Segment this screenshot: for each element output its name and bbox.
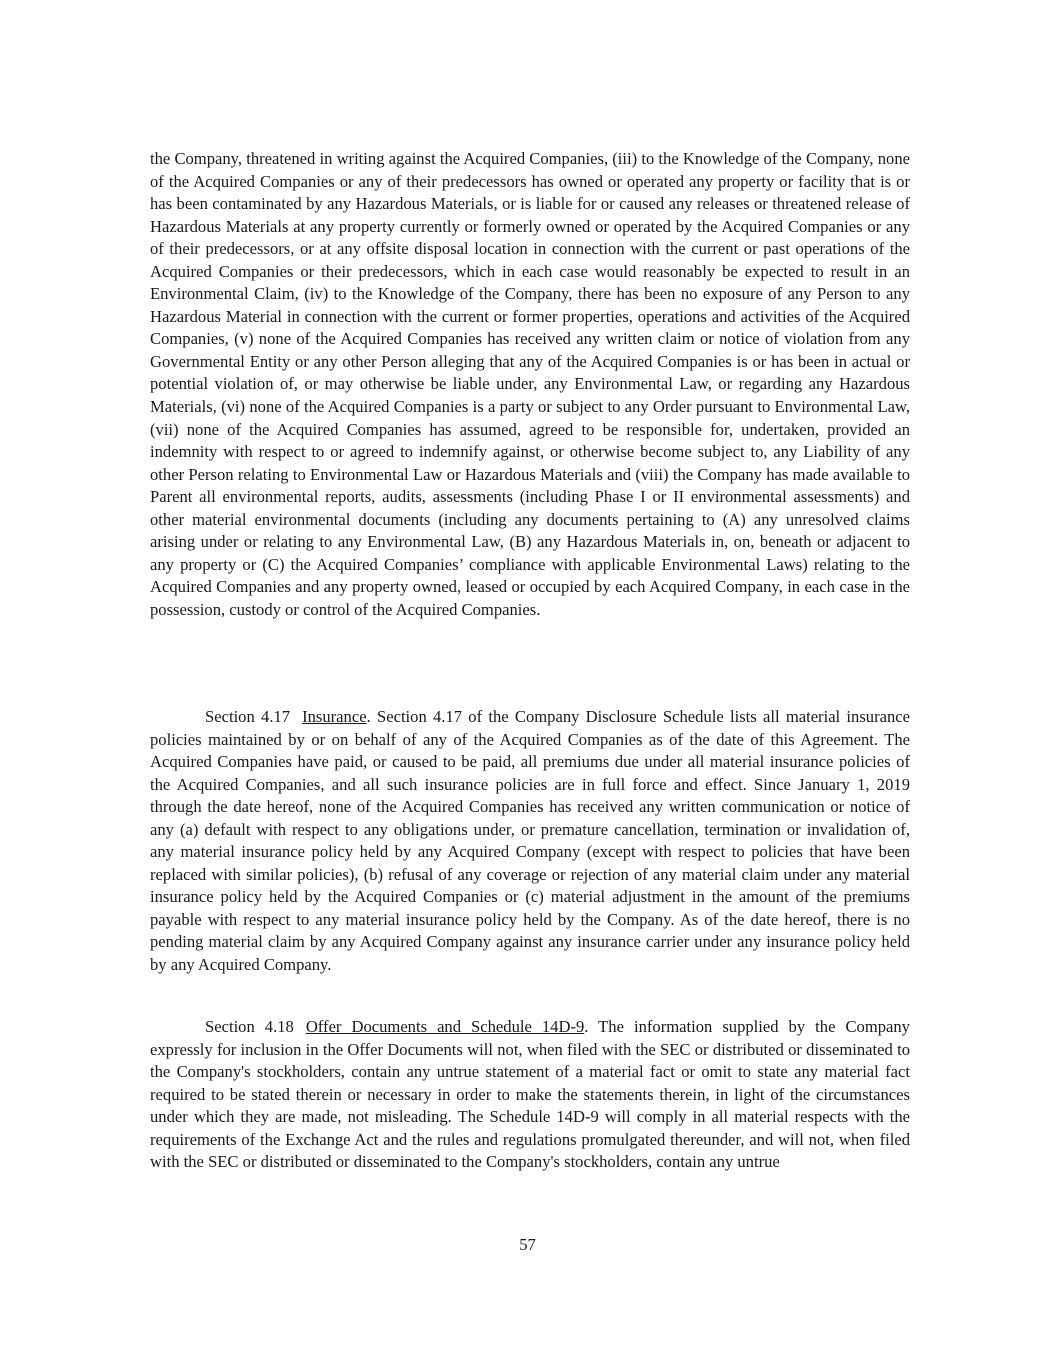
section-4-17-block (150, 706, 910, 977)
section-heading: Offer Documents and Schedule 14D-9 (305, 1017, 585, 1036)
section-body: . Section 4.17 of the Company Disclosure Schedule lists all material insurance policies maintained by or on behalf of any of the Acquired Companies as of the date of this Agreement. The Acquired Companies have paid, or caused to be paid, all premiums due under all material insurance policies of the Acquired Companies, and all such insurance policies are in full force and effect. Since January 1, 2019 through the date hereof, none of the Acquired Companies has received any written communication or notice of any (a) default with respect to any obligations under, or premature cancellation, termination or invalidation of, any material insurance policy held by any Acquired Company (except with respect to policies that have been replaced with similar policies), (b) refusal of any coverage or rejection of any material claim under any material insurance policy held by the Acquired Companies or (c) material adjustment in the amount of the premiums payable with respect to any material insurance policy held by the Company. As of the date hereof, there is no pending material claim by any Acquired Company against any insurance carrier under any insurance policy held by any Acquired Company. (150, 707, 911, 975)
continuation-paragraph-block (150, 148, 910, 621)
page-number: 57 (519, 1235, 536, 1254)
section-body: . The information supplied by the Company expressly for inclusion in the Offer Documents will not, when filed with the SEC or distributed or disseminated to the Company's stockholders, contain any untrue statement of a material fact or omit to state any material fact required to be stated therein or necessary in order to make the statements therein, in light of the circumstances under which they are made, not misleading. The Schedule 14D-9 will comply in all material respects with the requirements of the Exchange Act and the rules and regulations promulgated thereunder, and will not, when filed with the SEC or distributed or disseminated to the Company's stockholders, contain any untrue (150, 1017, 910, 1172)
section-number: Section 4.18 (205, 1017, 294, 1036)
section-number: Section 4.17 (205, 707, 291, 726)
section-heading: Insurance (302, 707, 367, 726)
continuation-paragraph: the Company, threatened in writing against the Acquired Companies, (iii) to the Knowledge of the Company, none of the Acquired Companies or any of their predecessors has owned or operated any property or facility that is or has been contaminated by any Hazardous Materials, or is liable for or caused any releases or threatened release of Hazardous Materials at any property currently or formerly owned or operated by the Acquired Companies or any of their predecessors, or at any offsite disposal location in connection with the current or past operations of the Acquired Companies or their predecessors, which in each case would reasonably be expected to result in an Environmental Claim, (iv) to the Knowledge of the Company, there has been no exposure of any Person to any Hazardous Material in connection with the current or former properties, operations and activities of the Acquired Companies, (v) none of the Acquired Companies has received any written claim or notice of violation from any Governmental Entity or any other Person alleging that any of the Acquired Companies is or has been in actual or potential violation of, or may otherwise be liable under, any Environmental Law, or regarding any Hazardous Materials, (vi) none of the Acquired Companies is a party or subject to any Order pursuant to Environmental Law, (vii) none of the Acquired Companies has assumed, agreed to be responsible for, undertaken, provided an indemnity with respect to or agreed to indemnify against, or otherwise become subject to, any Liability of any other Person relating to Environmental Law or Hazardous Materials and (viii) the Company has made available to Parent all environmental reports, audits, assessments (including Phase I or II environmental assessments) and other material environmental documents (including any documents pertaining to (A) any unresolved claims arising under or relating to any Environmental Law, (B) any Hazardous Materials in, on, beneath or adjacent to any property or (C) the Acquired Companies’ compliance with applicable Environmental Laws) relating to the Acquired Companies and any property owned, leased or occupied by each Acquired Company, in each case in the possession, custody or control of the Acquired Companies. (150, 149, 910, 619)
section-4-18-block (150, 1016, 910, 1174)
section-paragraph (150, 1016, 910, 1174)
section-paragraph (150, 706, 910, 977)
